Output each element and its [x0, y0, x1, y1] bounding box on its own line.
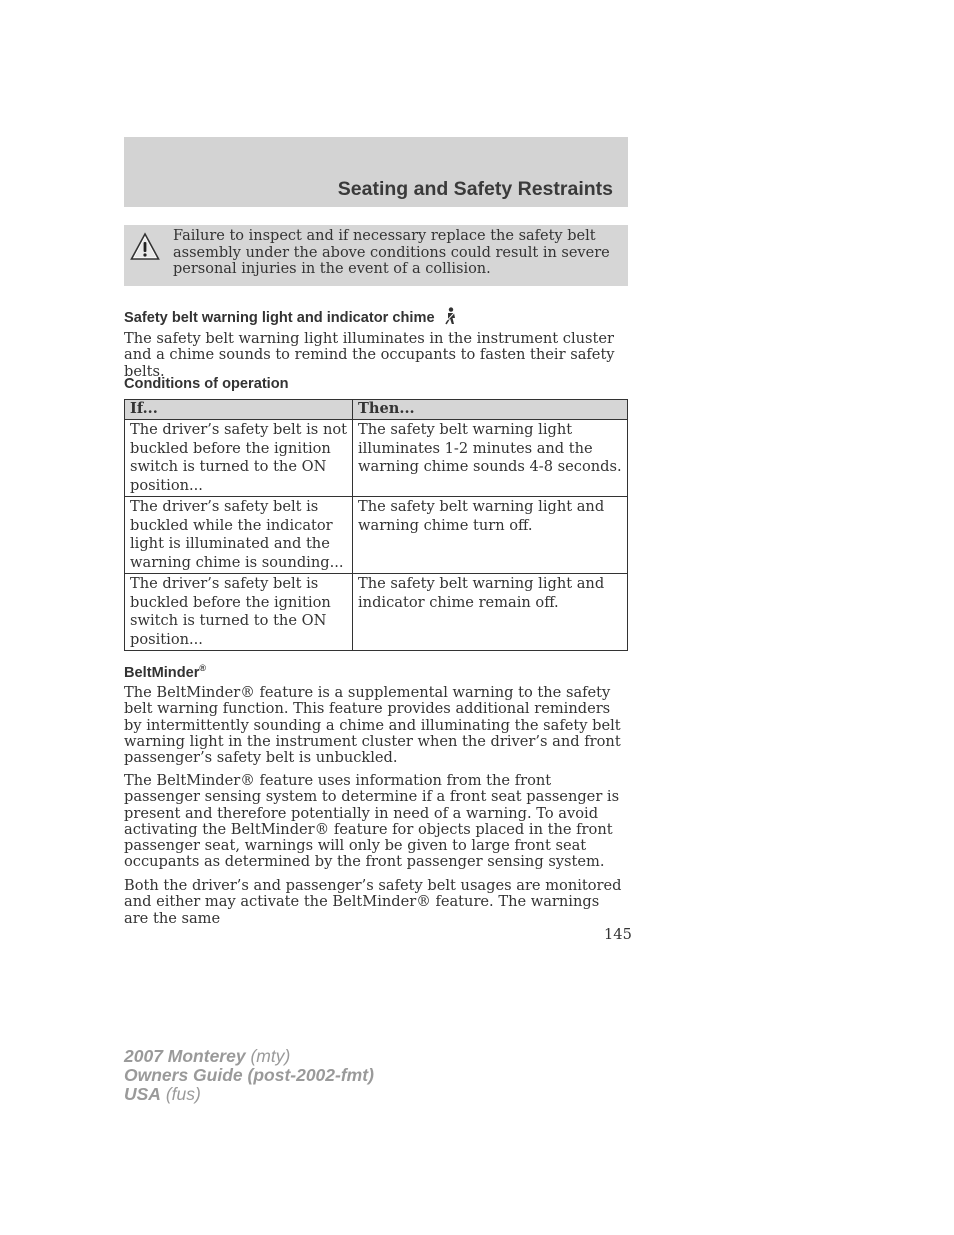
section-heading-text: Safety belt warning light and indicator chime	[124, 310, 435, 326]
warning-text: Failure to inspect and if necessary replace the safety belt assembly under the above conditions could result in severe personal injuries in the event of a collision.	[173, 228, 610, 277]
table-row	[125, 497, 628, 574]
footer-line-guide: Owners Guide (post-2002-fmt)	[124, 1065, 374, 1085]
seatbelt-icon	[443, 307, 459, 325]
beltminder-heading-text: BeltMinder	[124, 664, 200, 681]
column-header-if: If...	[125, 400, 353, 420]
table-cell-if: The driver’s safety belt is buckled before the ignition switch is turned to the ON position...	[125, 574, 353, 651]
beltminder-paragraph-2: The BeltMinder® feature uses information from the front passenger sensing system to determine if a front seat passenger is present and therefore potentially in need of a warning. To avoid activating the BeltMinder® feature for objects placed in the front passenger seat, warnings will only be given to large front seat occupants as determined by the front passenger sensing system.	[124, 772, 620, 871]
table-cell-if: The driver’s safety belt is not buckled before the ignition switch is turned to the ON position...	[125, 420, 353, 497]
beltminder-paragraph-1: The BeltMinder® feature is a supplemental warning to the safety belt warning function. This feature provides additional reminders by intermittently sounding a chime and illuminating the safety belt warning light in the instrument cluster when the driver’s and front passenger’s safety belt is unbuckled.	[124, 684, 621, 767]
footer-line-model: 2007 Monterey (mty)	[124, 1046, 291, 1066]
table-cell-then: The safety belt warning light and indicator chime remain off.	[353, 574, 628, 651]
table-cell-then: The safety belt warning light and warning chime turn off.	[353, 497, 628, 574]
beltminder-heading	[124, 663, 206, 681]
table-cell-then: The safety belt warning light illuminates 1-2 minutes and the warning chime sounds 4-8 seconds.	[353, 420, 628, 497]
beltminder-paragraph-3: Both the driver’s and passenger’s safety belt usages are monitored and either may activate the BeltMinder® feature. The warnings are the same	[124, 877, 622, 927]
section-title: Seating and Safety Restraints	[337, 178, 613, 200]
conditions-heading: Conditions of operation	[124, 376, 289, 392]
table-row	[125, 420, 628, 497]
conditions-table	[124, 399, 628, 651]
document-footer	[124, 1047, 374, 1104]
registered-mark: ®	[199, 663, 207, 673]
table-header-row	[125, 400, 628, 420]
footer-line-market: USA (fus)	[124, 1084, 201, 1104]
warning-box	[124, 225, 628, 286]
table-cell-if: The driver’s safety belt is buckled while the indicator light is illuminated and the warning chime is sounding...	[125, 497, 353, 574]
column-header-then: Then...	[353, 400, 628, 420]
page-number: 145	[604, 926, 632, 943]
table-row	[125, 574, 628, 651]
warning-triangle-icon	[130, 232, 160, 262]
section-header-band	[124, 137, 628, 207]
section-heading-warning-light	[124, 307, 459, 326]
warning-light-description: The safety belt warning light illuminates in the instrument cluster and a chime sounds to remind the occupants to fasten their safety belts.	[124, 330, 615, 380]
